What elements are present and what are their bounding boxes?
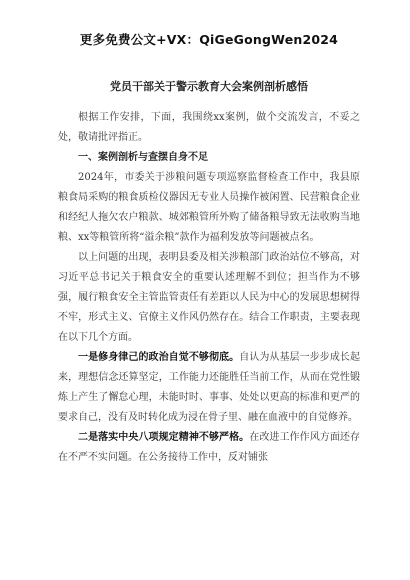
paragraph-case: 2024年，市委关于涉粮问题专项巡察监督检查工作中，我县原粮食局采购的粮食质检仪器因无专业人员操作被闲置、民营粮食企业和经纪人拖欠农户粮款、城郊粮管所外购了储备粮导致无法收购当地粮、xx等粮管所将“溢余粮”款作为福利发放等问题被点名。 bbox=[58, 172, 360, 243]
paragraph-point-2 bbox=[58, 428, 360, 468]
section-heading: 一、案例剖析与查摆自身不足 bbox=[78, 152, 208, 163]
paragraph-analysis: 以上问题的出现，表明县委及相关涉粮部门政治站位不够高，对习近平总书记关于粮食安全的重要认述理解不到位；担当作为不够强，履行粮食安全主管监管责任有差距以人民为中心的发展思想树得不牢，形式主义、官僚主义作风仍然存在。结合工作职责，主要表现在以下几个方面。 bbox=[58, 252, 360, 343]
point-2-lead: 二是落实中央八项规定精神不够严格。 bbox=[78, 432, 250, 443]
paragraph-point-1 bbox=[58, 348, 360, 428]
point-2-text: 在改进工作作风方面还存在不严不实问题。在公务接待工作中，反对铺张 bbox=[58, 432, 361, 463]
watermark-header: 更多免费公文+VX：QiGeGongWen2024 bbox=[79, 32, 339, 47]
point-1-text: 自认为从基层一步步成长起来，理想信念还算坚定，工作能力还能胜任当前工作，从而在党性锻炼上产生了懈怠心理，未能时时、事事、处处以更高的标准和更严的要求自己，没有及时转化成为浸在骨子里、融在血液中的自觉修养。 bbox=[58, 352, 361, 423]
point-1-lead: 一是修身律己的政治自觉不够彻底。 bbox=[78, 352, 240, 363]
document-title: 党员干部关于警示教育大会案例剖析感悟 bbox=[110, 80, 308, 93]
intro-paragraph: 根据工作安排，下面，我围绕xx案例，做个交流发言，不妥之处，敬请批评指正。 bbox=[58, 112, 360, 143]
